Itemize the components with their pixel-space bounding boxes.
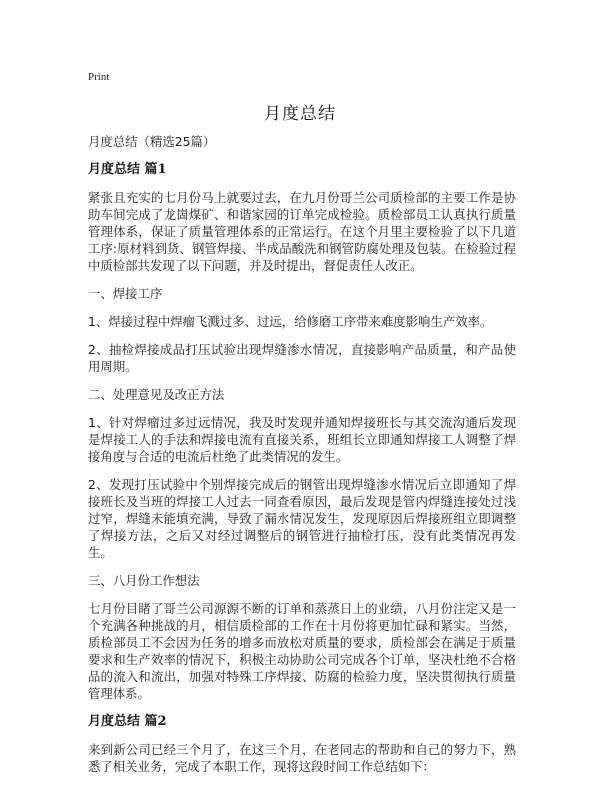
paragraph-issue-1: 1、焊接过程中焊瘤飞溅过多、过远，给修磨工序带来难度影响生产效率。 [88,314,493,329]
subheading-handling-methods: 二、处理意见及改正方法 [88,387,225,402]
subheading-august-plan: 三、八月份工作想法 [88,573,200,588]
document-body [88,133,516,786]
paragraph-intro-2: 来到新公司已经三个月了，在这三个月，在老同志的帮助和自己的努力下，熟悉了相关业务，完成了本职工作，现将这段时间工作总结如下： [88,742,516,774]
document-subtitle: 月度总结（精选25篇） [88,134,216,149]
paragraph-august-plan: 七月份目睹了哥兰公司源源不断的订单和蒸蒸日上的业绩，八月份注定又是一个充满各种挑战的月，相信质检部的工作在十月份将更加忙碌和紧实。当然，质检部员工不会因为任务的增多而放松对质量的要求，质检部会在满足于质量要求和生产效率的情况下，积极主动协助公司完成各个订单，坚决杜绝不合格品的流入和流出，加强对特殊工序焊接、防腐的检验力度，坚决贯彻执行质量管理体系。 [88,601,516,701]
section-heading: 月度总结 篇1 [88,162,167,177]
page-title: 月度总结 [264,104,336,124]
paragraph-fix-2: 2、发现打压试验中个别焊接完成后的钢管出现焊缝渗水情况后立即通知了焊接班长及当班的焊接工人过去一同查看原因，最后发现是管内焊缝连接处过浅过窄，焊缝未能填充满，导致了漏水情况发生，发现原因后焊接班组立即调整了焊接方法，之后又对经过调整后的钢管进行抽检打压，没有此类情况再发生。 [88,477,516,560]
print-label: Print [88,71,110,83]
section-heading: 月度总结 篇2 [88,714,167,729]
paragraph-issue-2: 2、抽检焊接成品打压试验出现焊缝渗水情况，直接影响产品质量，和产品使用周期。 [88,342,516,374]
paragraph-intro: 紧张且充实的七月份马上就要过去，在九月份哥兰公司质检部的主要工作是协助车间完成了龙崮煤矿、和谐家园的订单完成检验。质检部员工认真执行质量管理体系，保证了质量管理体系的正常运行。在这个月里主要检验了以下几道工序:原材料到货、钢管焊接、半成品酸洗和钢管防腐处理及包装。在检验过程中质检部共发现了以下问题，并及时提出，督促责任人改正。 [88,190,516,273]
subheading-welding-process: 一、焊接工序 [88,286,163,301]
paragraph-fix-1: 1、针对焊瘤过多过远情况，我及时发现并通知焊接班长与其交流沟通后发现是焊接工人的手法和焊接电流有直接关系，班组长立即通知焊接工人调整了焊接角度与合适的电流后杜绝了此类情况的发生。 [88,415,516,464]
